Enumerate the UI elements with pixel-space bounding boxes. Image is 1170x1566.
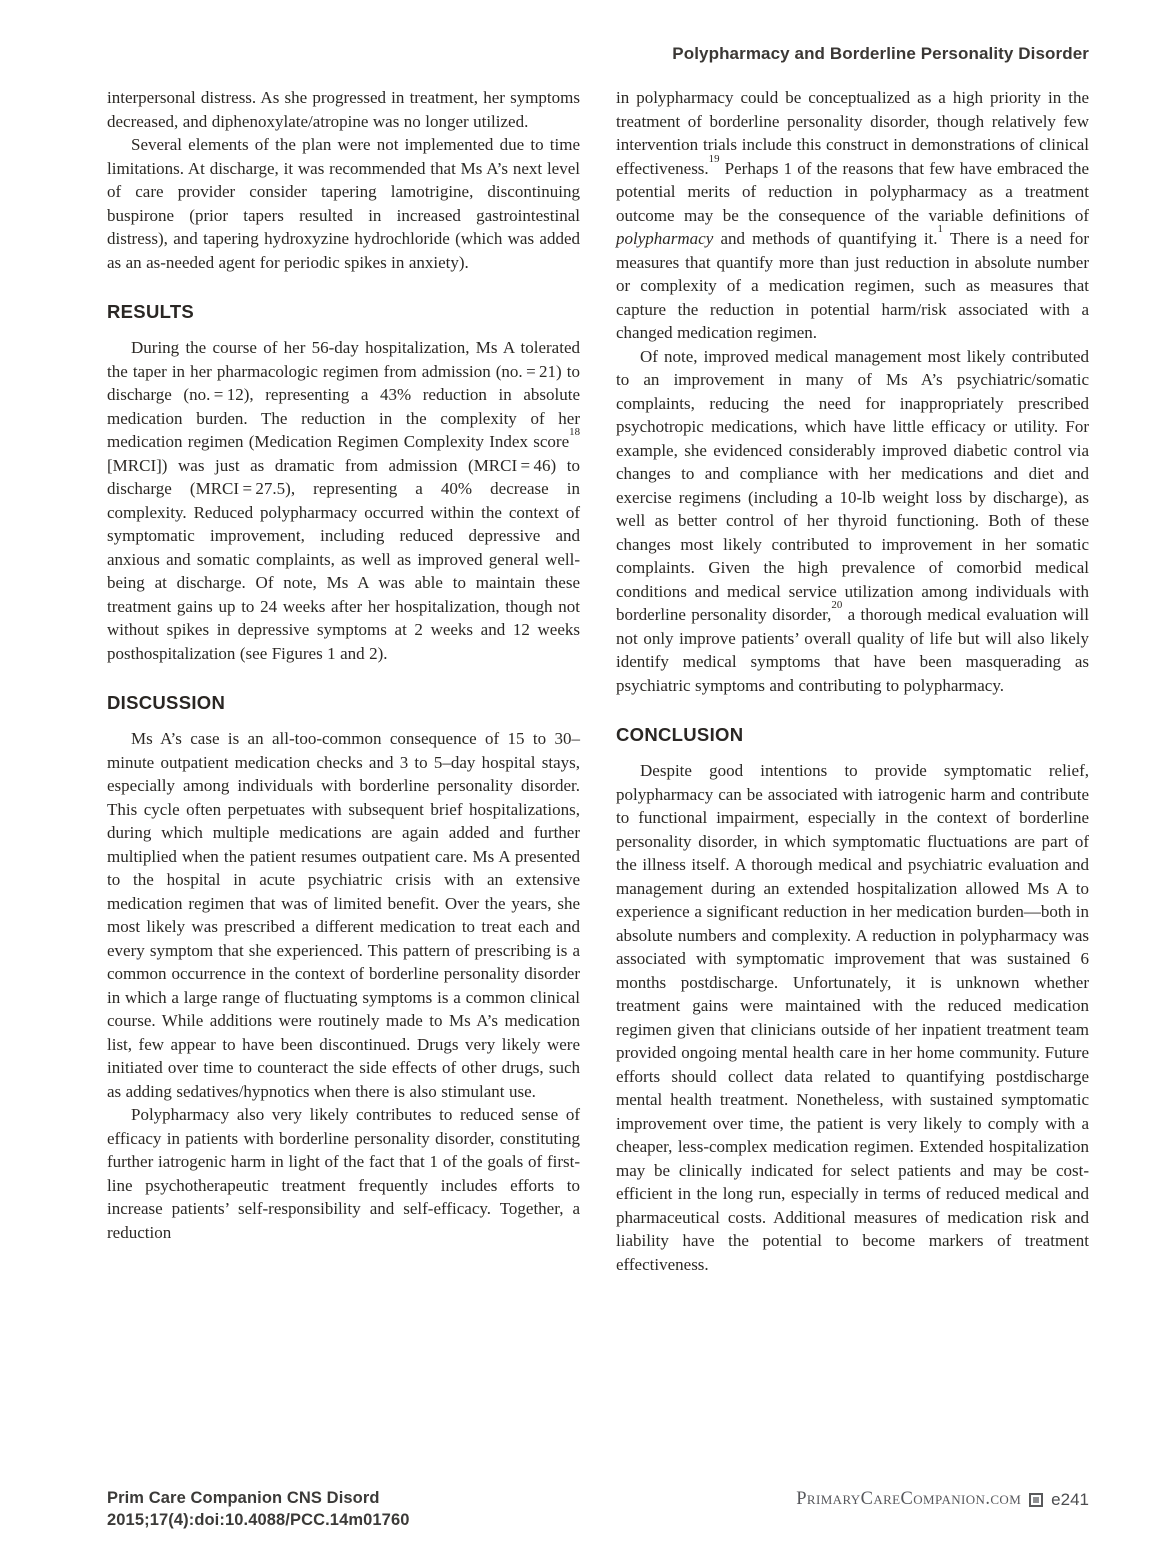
paragraph: in polypharmacy could be conceptualized as a high priority in the treatment of borderline personality disorder, though relatively few intervention trials include this construct in demonstrations of clinical effectiveness.$^{19}$ Perhaps 1 of the reasons that few have embraced the potential merits of reduction in polypharmacy as a treatment outcome may be the consequence of the variable definitions of polypharmacy and methods of quantifying it.$^1$ There is a need for measures that quantify more than just reduction in absolute number or complexity of a medication regimen, such as measures that capture the reduction in potential harm/risk associated with a changed medication regimen. [616, 88, 1089, 342]
paragraph: Ms A’s case is an all-too-common consequence of 15 to 30–minute outpatient medication checks and 3 to 5–day hospital stays, especially among individuals with borderline personality disorder. This cycle often perpetuates with subsequent brief hospitalizations, during which multiple medications are again added and further multiplied when the patient resumes outpatient care. Ms A presented to the hospital in acute psychiatric crisis with an extensive medication regimen that was of limited benefit. Over the years, she most likely was prescribed a different medication to treat each and every symptom that she experienced. This pattern of prescribing is a common occurrence in the context of borderline personality disorder in which a large range of fluctuating symptoms is a common clinical course. While additions were routinely made to Ms A’s medication list, few appear to have been discontinued. Drugs very likely were initiated over time to counteract the side effects of other drugs, such as adding sedatives/hypnotics when there is also stimulant use. [107, 729, 580, 1101]
paragraph: Of note, improved medical management most likely contributed to an improvement in many of Ms A’s psychiatric/somatic complaints, reducing the need for inappropriately prescribed psychotropic medications, which have little efficacy or utility. For example, she evidenced considerably improved diabetic control via changes to and compliance with her medications and diet and exercise regimens (including a 10-lb weight loss by discharge), as well as better control of her thyroid functioning. Both of these changes most likely contributed to improvement in her somatic complaints. Given the high prevalence of comorbid medical conditions and medical service utilization among individuals with borderline personality disorder,$^{20}$ a thorough medical evaluation will not only improve patients’ overall quality of life but will also likely identify medical symptoms that have been masquerading as psychiatric symptoms and contributing to polypharmacy. [616, 346, 1089, 695]
italic-term: polypharmacy [616, 229, 714, 248]
section-heading: CONCLUSION [616, 724, 744, 745]
journal-citation [107, 1487, 410, 1531]
paragraph: During the course of her 56-day hospitalization, Ms A tolerated the taper in her pharmacologic regimen from admission (no. = 21) to discharge (no. = 12), representing a 43% reduction in absolute medication burden. The reduction in the complexity of her medication regimen (Medication Regimen Complexity Index score$^{18}$ [MRCI]) was just as dramatic from admission (MRCI = 46) to discharge (MRCI = 27.5), representing a 40% decrease in complexity. Reduced polypharmacy occurred within the context of symptomatic improvement, including reduced depressive and anxious and somatic complaints, as well as improved general well-being at discharge. Of note, Ms A was able to maintain these treatment gains up to 24 weeks after her hospitalization, though not without spikes in depressive symptoms at 2 weeks and 12 weeks posthospitalization (see Figures 1 and 2). [107, 338, 580, 663]
section-heading: DISCUSSION [107, 692, 226, 713]
page-footer [107, 1487, 1089, 1531]
paragraph: interpersonal distress. As she progressed in treatment, her symptoms decreased, and diphenoxylate/atropine was no longer utilized. [107, 88, 580, 131]
running-head: Polypharmacy and Borderline Personality Disorder [672, 44, 1089, 63]
two-column-body [107, 86, 1089, 1478]
paragraph: Despite good intentions to provide symptomatic relief, polypharmacy can be associated with iatrogenic harm and contribute to functional impairment, especially in the context of borderline personality disorder, in which symptomatic fluctuations are part of the illness itself. A thorough medical and psychiatric evaluation and management during an extended hospitalization allowed Ms A to experience a significant reduction in her medication burden—both in absolute numbers and complexity. A reduction in polypharmacy was associated with symptomatic improvement that was sustained 6 months postdischarge. Unfortunately, it is unknown whether treatment gains were maintained with the reduced medication regimen given that clinicians outside of her inpatient treatment team provided ongoing mental health care in her home community. Future efforts should collect data related to quantifying postdischarge mental health treatment. Nonetheless, with sustained symptomatic improvement over time, the patient is very likely to comply with a cheaper, less-complex medication regimen. Extended hospitalization may be clinically indicated for select patients and may be cost-efficient in the long run, especially in terms of reduced medical and pharmaceutical costs. Additional measures of medication risk and liability have the potential to become markers of treatment effectiveness. [616, 761, 1089, 1274]
journal-name: Prim Care Companion CNS Disord [107, 1489, 380, 1507]
reference-superscript: 20 [831, 599, 843, 612]
reference-superscript: 1 [937, 223, 943, 236]
section-heading: RESULTS [107, 301, 195, 322]
right-column [616, 86, 1089, 1478]
reference-superscript: 19 [708, 152, 720, 165]
reference-superscript: 18 [569, 426, 580, 439]
site-name: PrimaryCareCompanion.com [796, 1489, 1022, 1509]
paragraph: Several elements of the plan were not implemented due to time limitations. At discharge, it was recommended that Ms A’s next level of care provider consider tapering lamotrigine, discontinuing buspirone (prior tapers resulted in increased gastrointestinal distress), and tapering hydroxyzine hydrochloride (which was added as an as-needed agent for periodic spikes in anxiety). [107, 135, 580, 272]
square-bullet-icon [1029, 1493, 1043, 1507]
page-number: e241 [1051, 1489, 1089, 1509]
paragraph: Polypharmacy also very likely contributes to reduced sense of efficacy in patients with borderline personality disorder, constituting further iatrogenic harm in light of the fact that 1 of the goals of first-line psychotherapeutic treatment frequently includes efforts to increase patients’ self-responsibility and self-efficacy. Together, a reduction [107, 1105, 580, 1242]
left-column [107, 86, 580, 1478]
journal-doi: 2015;17(4):doi:10.4088/PCC.14m01760 [107, 1511, 410, 1529]
footer-right-group [796, 1489, 1089, 1510]
